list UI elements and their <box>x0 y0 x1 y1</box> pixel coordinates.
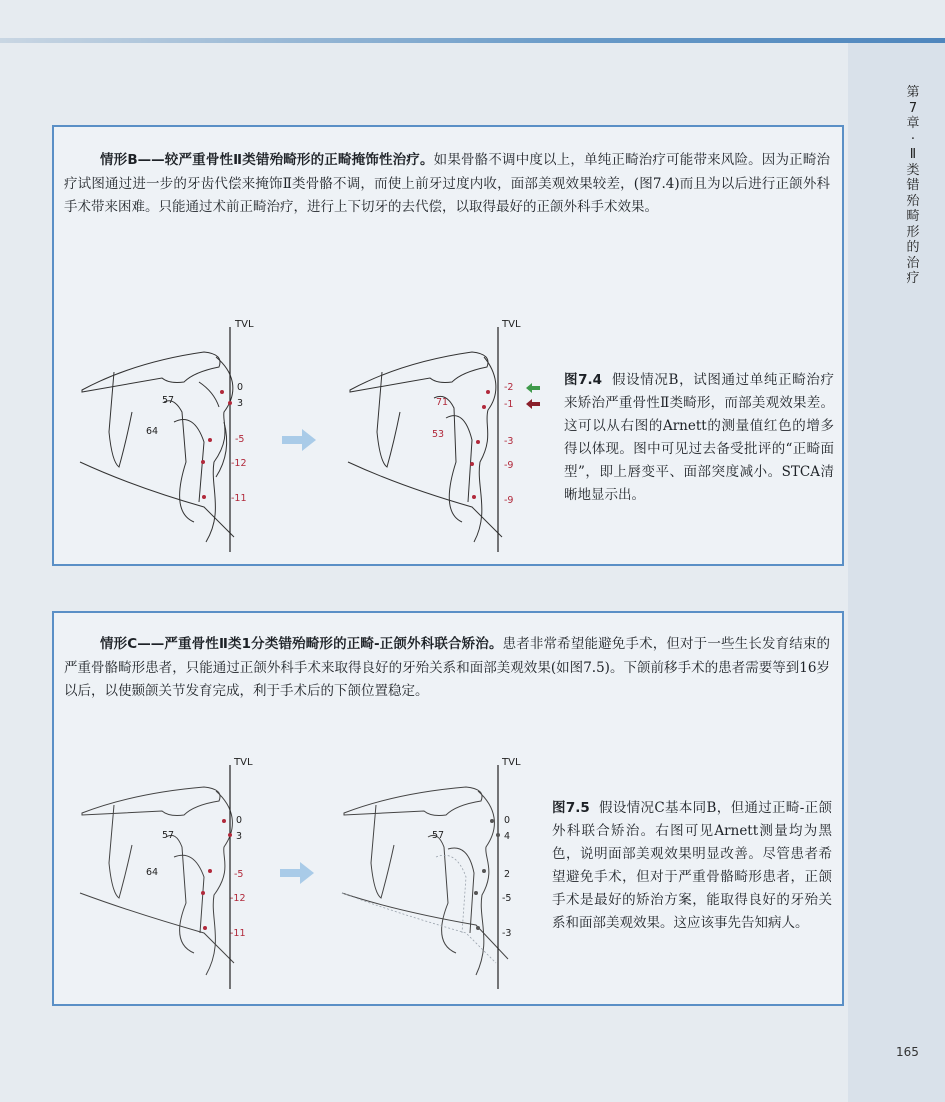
side-strip <box>848 43 945 1102</box>
chapter-tab-char: 畸 <box>906 209 920 224</box>
page-number: 165 <box>896 1045 919 1059</box>
chapter-tab-char: 疗 <box>906 271 920 286</box>
caption-label: 图7.5 <box>552 800 590 816</box>
angle-upper-before: 57 <box>162 830 175 841</box>
chapter-tab-char: · <box>910 131 916 147</box>
figure-7-5-caption <box>552 797 832 935</box>
measure-point <box>202 495 206 499</box>
chapter-tab-char: 形 <box>906 224 920 240</box>
case-c-body: 患者非常希望能避免手术，但对于一些生长发育结束的严重骨骼畸形患者，只能通过正颌外科手术来取得良好的牙殆关系和面部美观效果(如图7.5)。下颌前移手术的患者需要等到16岁以后，以使颞颌关节发育完成，利于手术后的下颌位置稳定。 <box>64 636 831 699</box>
figure-7-4 <box>74 312 554 557</box>
top-rule <box>0 38 945 43</box>
measure-point <box>474 891 478 895</box>
profile-before <box>80 787 234 975</box>
case-c-panel <box>52 611 844 1006</box>
measure-point <box>482 869 486 873</box>
case-c-heading: 情形C——严重骨性Ⅱ类1分类错殆畸形的正畸-正颌外科联合矫治。 <box>100 636 503 652</box>
measure-points-after <box>474 819 500 930</box>
case-c-paragraph <box>64 633 830 704</box>
measure-point <box>220 390 224 394</box>
chapter-tab-char: 治 <box>906 255 920 271</box>
red-arrow-icon <box>526 399 540 409</box>
caption-text: 假设情况C基本同B，但通过正畸-正颌外科联合矫治。右图可见Arnett测量均为黑色，说明面部美观效果明显改善。尽管患者希望避免手术，但对于严重骨骼畸形患者，正颌手术是最好的矫治方案，能取得良好的牙殆关系和面部美观效果。这应该事先告知病人。 <box>552 800 832 931</box>
measure-point <box>201 460 205 464</box>
chapter-tab-char: 殆 <box>906 193 920 209</box>
measure-point <box>203 926 207 930</box>
measure-value: -11 <box>230 928 246 939</box>
measure-value: -9 <box>504 495 514 506</box>
case-b-body: 如果骨骼不调中度以上，单纯正畸治疗可能带来风险。因为正畸治疗试图通过进一步的牙齿代偿来掩饰Ⅱ类骨骼不调，而使上前牙过度内收，面部美观效果较差，(图7.4)而且为以后进行正颌外科手术带来困难。只能通过术前正畸治疗，进行上下切牙的去代偿，以取得最好的正颌外科手术效果。 <box>64 152 830 215</box>
figure-7-4-caption <box>564 369 834 507</box>
measure-point <box>228 833 232 837</box>
tvl-label-before: TVL <box>235 319 254 330</box>
measure-point <box>476 926 480 930</box>
transition-arrow <box>282 429 316 451</box>
measure-point <box>486 390 490 394</box>
measure-point <box>490 819 494 823</box>
measure-value: 0 <box>504 815 511 826</box>
measure-points-before <box>201 819 232 930</box>
measure-point <box>496 833 500 837</box>
angle-lower-before: 64 <box>146 867 159 878</box>
measure-value: 3 <box>236 831 243 842</box>
profile-before <box>80 352 234 542</box>
measure-value: -12 <box>231 458 247 469</box>
profile-after <box>348 352 502 542</box>
measure-point <box>208 869 212 873</box>
measure-value: -9 <box>504 460 514 471</box>
transition-arrow <box>280 862 314 884</box>
angle-upper-after: 57 <box>432 830 445 841</box>
measure-value: 0 <box>237 382 244 393</box>
figure-7-5 <box>74 753 554 993</box>
measure-value: 2 <box>504 869 511 880</box>
case-b-panel <box>52 125 844 566</box>
chapter-tab-char: 章 <box>906 116 920 131</box>
chapter-tab-char: 错 <box>906 178 920 193</box>
chapter-tab-char: Ⅱ <box>909 147 917 162</box>
measure-value: -5 <box>502 893 512 904</box>
measure-value: 0 <box>236 815 243 826</box>
chapter-tab-char: 类 <box>906 162 920 178</box>
caption-text: 假设情况B，试图通过单纯正畸治疗来矫治严重骨性Ⅱ类畸形，而部美观效果差。这可以从右图的Arnett的测量值红色的增多得以体现。图中可见过去备受批评的“正畸面型”，即上唇变平、面部突度减小。STCA清晰地显示出。 <box>564 372 834 503</box>
measure-value: 3 <box>237 398 244 409</box>
tvl-label-after: TVL <box>502 757 521 768</box>
measure-point <box>228 401 232 405</box>
green-arrow-icon <box>526 383 540 393</box>
chapter-tab-char: 第 <box>906 85 920 100</box>
angle-upper-before: 57 <box>162 395 175 406</box>
measure-value: -11 <box>231 493 247 504</box>
measure-point <box>470 462 474 466</box>
profile-after-ghost <box>342 855 496 963</box>
measure-value: -5 <box>235 434 245 445</box>
tvl-label-after: TVL <box>502 319 521 330</box>
measure-value: -2 <box>504 382 514 393</box>
measure-point <box>222 819 226 823</box>
measure-point <box>201 891 205 895</box>
case-b-heading: 情形B——较严重骨性Ⅱ类错殆畸形的正畸掩饰性治疗。 <box>100 152 434 168</box>
measure-value: -12 <box>230 893 246 904</box>
measure-point <box>476 440 480 444</box>
measure-value: -3 <box>504 436 514 447</box>
chapter-tab-char: 的 <box>906 240 920 255</box>
measure-value: 4 <box>504 831 511 842</box>
chapter-tab <box>898 85 928 300</box>
tvl-label-before: TVL <box>234 757 253 768</box>
angle-lower-before: 64 <box>146 426 159 437</box>
angle-lower-after: 53 <box>432 429 445 440</box>
angle-upper-after: 71 <box>436 397 449 408</box>
measure-point <box>482 405 486 409</box>
profile-after <box>342 787 511 975</box>
caption-label: 图7.4 <box>564 372 603 388</box>
chapter-tab-char: 7 <box>908 100 918 116</box>
measure-value: -3 <box>502 928 512 939</box>
measure-value: -1 <box>504 399 514 410</box>
measure-value: -5 <box>234 869 244 880</box>
measure-point <box>208 438 212 442</box>
measure-point <box>472 495 476 499</box>
case-b-paragraph <box>64 149 830 220</box>
